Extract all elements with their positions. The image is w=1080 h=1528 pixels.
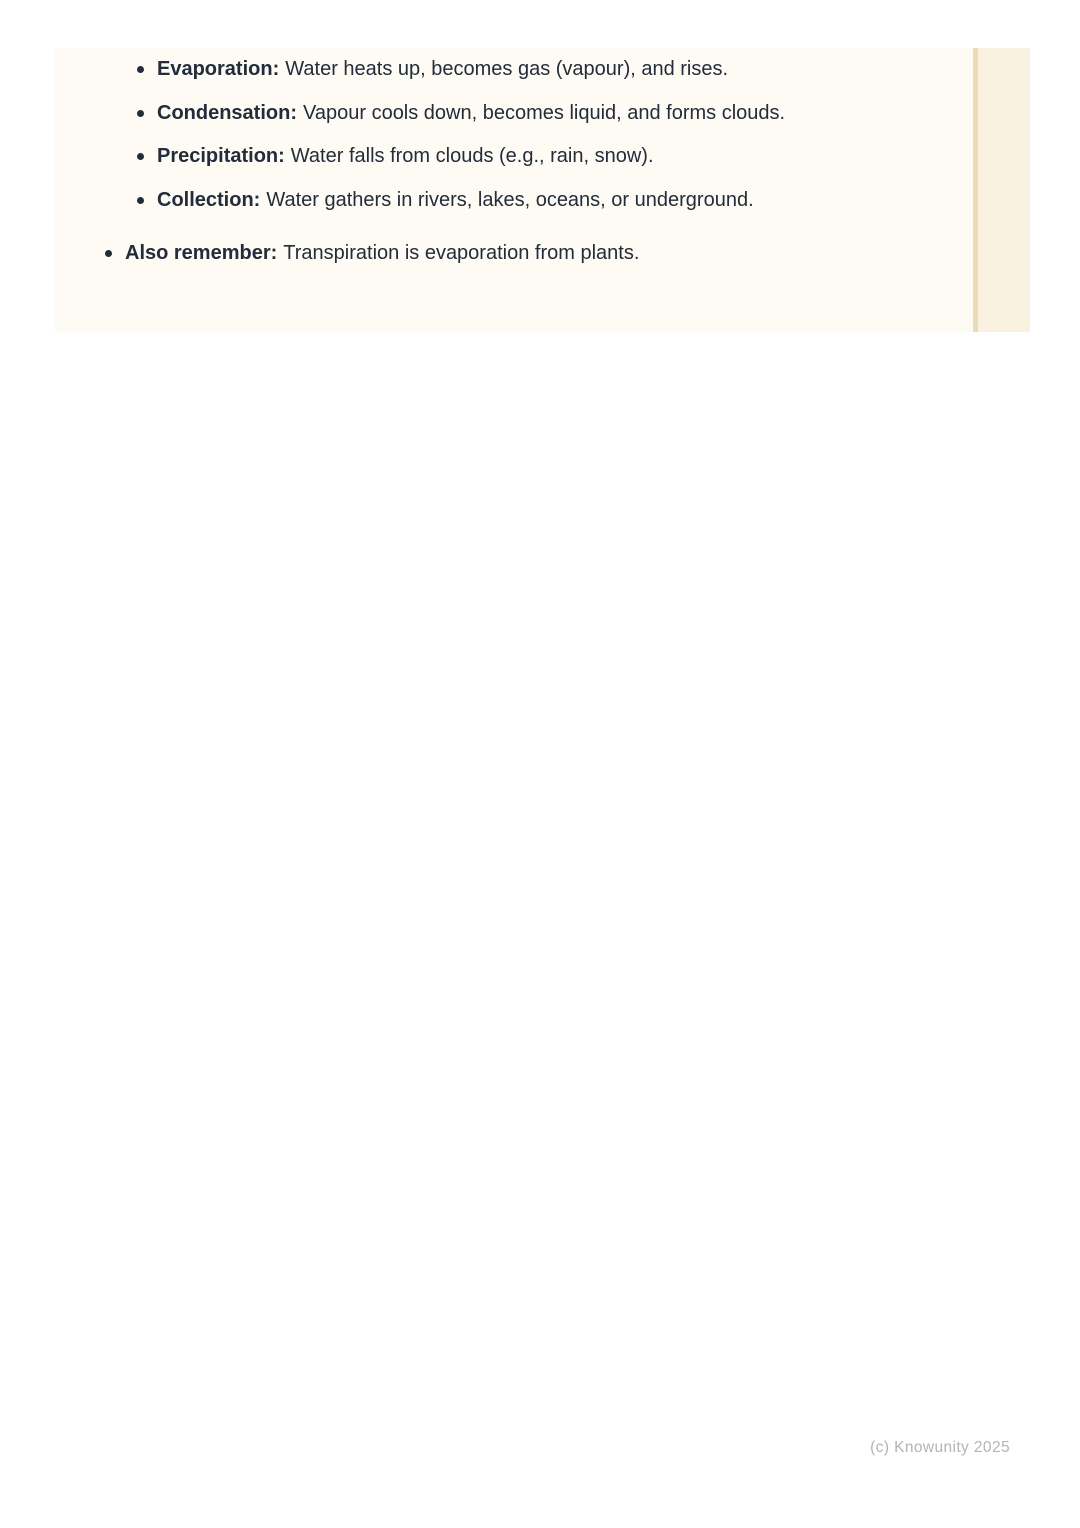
list-item-evaporation (55, 48, 970, 92)
list-item-text: Water falls from clouds (e.g., rain, snow). (290, 145, 654, 168)
notes-card (55, 48, 1030, 332)
card-accent-stripe (978, 48, 1030, 332)
bullet-icon (105, 250, 112, 257)
list-item-precipitation (55, 135, 970, 179)
list-item-label: Also remember: (125, 242, 278, 265)
water-cycle-list (55, 48, 970, 276)
list-item-also-remember (55, 232, 970, 276)
list-item-text: Water heats up, becomes gas (vapour), and rises. (285, 58, 729, 81)
list-item-text: Transpiration is evaporation from plants. (283, 242, 640, 265)
list-item-collection (55, 179, 970, 223)
bullet-icon (137, 110, 144, 117)
bullet-icon (137, 153, 144, 160)
list-item-label: Precipitation: (157, 145, 285, 168)
list-item-label: Collection: (157, 188, 261, 211)
list-item-label: Condensation: (157, 101, 297, 124)
list-item-text: Water gathers in rivers, lakes, oceans, or underground. (266, 188, 754, 211)
copyright-footer: (c) Knowunity 2025 (870, 1439, 1010, 1456)
list-item-text: Vapour cools down, becomes liquid, and forms clouds. (303, 101, 786, 124)
list-item-label: Evaporation: (157, 58, 280, 81)
bullet-icon (137, 197, 144, 204)
list-item-condensation (55, 92, 970, 136)
bullet-icon (137, 66, 144, 73)
